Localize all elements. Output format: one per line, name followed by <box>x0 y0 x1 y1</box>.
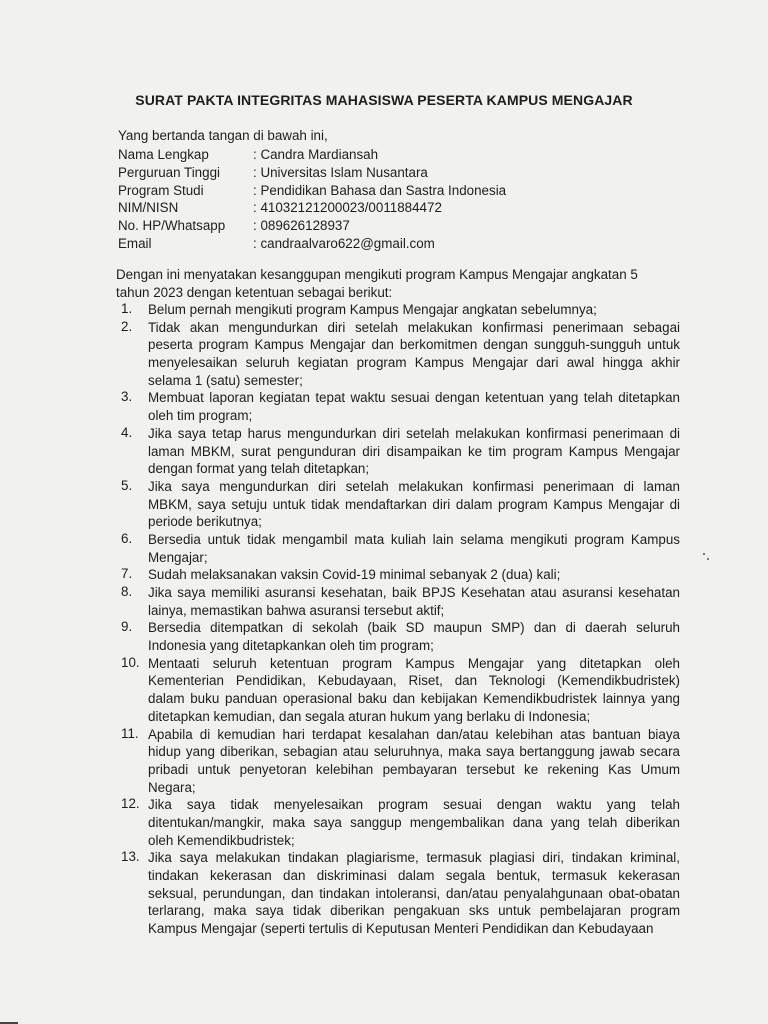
list-item <box>116 796 680 849</box>
field-label: Perguruan Tinggi <box>118 164 220 180</box>
list-item-line: selama 1 (satu) semester; <box>148 372 303 388</box>
list-item-line: dalam buku panduan operasional baku dan kebijakan Kemendikbudristek lainnya yang <box>148 691 680 707</box>
field-row <box>118 146 506 164</box>
scan-speck <box>707 558 709 560</box>
list-item-number: 5. <box>121 477 133 493</box>
list-item <box>116 655 680 726</box>
list-item-line: Jika saya tidak menyelesaikan program sesuai dengan waktu yang telah <box>148 797 680 813</box>
list-item-line: lainya, memastikan bahwa asuransi tersebut aktif; <box>148 602 445 618</box>
list-item-line: Membuat laporan kegiatan tepat waktu sesuai dengan ketentuan yang telah ditetapkan <box>148 390 680 406</box>
list-item-line: MBKM, saya setuju untuk tidak mendaftarkan diri dalam program Kampus Mengajar di <box>148 496 680 512</box>
identity-fields <box>118 146 506 253</box>
field-row <box>118 235 506 253</box>
list-item-line: Jika saya memiliki asuransi kesehatan, baik BPJS Kesehatan atau asuransi kesehatan <box>148 585 680 600</box>
list-item-number: 12. <box>121 796 140 812</box>
list-item-number: 10. <box>121 654 140 670</box>
list-item-line: seksual, perundungan, dan tindakan intoleransi, dan/atau penyalahgunaan obat-obatan <box>148 885 680 901</box>
list-item-line: Bersedia untuk tidak mengambil mata kuliah lain selama mengikuti program Kampus <box>148 531 680 547</box>
field-value: : Candra Mardiansah <box>253 147 379 162</box>
terms-list <box>116 301 680 938</box>
list-item <box>116 531 680 566</box>
list-item-line: oleh Kemendikbudristek; <box>148 832 295 848</box>
list-item-line: peserta program Kampus Mengajar dan berkomitmen dengan sungguh-sungguh untuk <box>148 337 680 353</box>
list-item-line: Mentaati seluruh ketentuan program Kampus Mengajar yang ditetapkan oleh <box>148 655 680 671</box>
list-item <box>116 389 680 424</box>
list-item-line: Belum pernah mengikuti program Kampus Mengajar angkatan sebelumnya; <box>148 302 597 317</box>
statement-line: tahun 2023 dengan ketentuan sebagai berikut: <box>116 284 393 300</box>
list-item-number: 6. <box>121 530 133 546</box>
list-item-line: oleh tim program; <box>148 408 253 424</box>
list-item <box>116 584 680 619</box>
list-item-line: Jika saya mengundurkan diri setelah melakukan konfirmasi penerimaan di laman <box>148 478 680 494</box>
list-item-number: 13. <box>121 849 140 865</box>
list-item-number: 9. <box>121 619 133 635</box>
list-item-number: 3. <box>121 389 133 405</box>
list-item-line: menyelesaikan seluruh kegiatan program Kampus Mengajar dari awal hingga akhir <box>148 355 680 371</box>
document-title: SURAT PAKTA INTEGRITAS MAHASISWA PESERTA KAMPUS MENGAJAR <box>135 92 633 108</box>
statement-paragraph <box>116 266 676 301</box>
list-item-line: Indonesia yang ditetapkankan oleh tim program; <box>148 638 434 654</box>
list-item-line: hidup yang diberikan, sebagian atau seluruhnya, maka saya bertanggung jawab secara <box>148 744 680 760</box>
field-row <box>118 199 506 217</box>
list-item-line: Kementerian Pendidikan, Kebudayaan, Riset, dan Teknologi (Kemendikbudristek) <box>148 673 680 689</box>
list-item-line: Jika saya tetap harus mengundurkan diri setelah melakukan konfirmasi penerimaan di <box>148 425 680 441</box>
list-item-line: Mengajar; <box>148 549 208 565</box>
field-label: Nama Lengkap <box>118 147 209 162</box>
list-item-line: ditetapkan kemudian, dan segala aturan hukum yang berlaku di Indonesia; <box>148 708 591 724</box>
scan-speck <box>703 553 705 555</box>
list-item <box>116 319 680 390</box>
field-row <box>118 182 506 200</box>
list-item-number: 7. <box>121 566 133 582</box>
list-item-line: Negara; <box>148 779 196 795</box>
list-item-line: terlarang, maka saya tidak diberikan pengakuan sks untuk pembelajaran program <box>148 903 680 919</box>
list-item-line: Apabila di kemudian hari terdapat kesalahan dan/atau kelebihan atas bantuan biaya <box>148 726 680 742</box>
list-item <box>116 849 680 937</box>
list-item-line: tindakan kekerasan dan diskriminasi dalam segala bentuk, termasuk kekerasan <box>148 868 680 883</box>
list-item <box>116 301 680 319</box>
field-label: Email <box>118 235 152 251</box>
list-item-line: ditentukan/mangkir, maka saya sanggup mengembalikan dana yang telah diberikan <box>148 814 680 830</box>
field-value: : candraalvaro622@gmail.com <box>253 235 435 251</box>
field-label: No. HP/Whatsapp <box>118 218 226 234</box>
field-row <box>118 217 506 235</box>
list-item <box>116 619 680 654</box>
list-item-line: Tidak akan mengundurkan diri setelah melakukan konfirmasi penerimaan sebagai <box>148 319 680 335</box>
list-item-line: dengan format yang telah ditetapkan; <box>148 461 370 477</box>
intro-text: Yang bertanda tangan di bawah ini, <box>118 128 328 143</box>
list-item <box>116 566 680 584</box>
field-value: : 089626128937 <box>253 218 350 234</box>
list-item <box>116 425 680 478</box>
list-item-line: Bersedia ditempatkan di sekolah (baik SD maupun SMP) dan di daerah seluruh <box>148 620 680 636</box>
list-item-line: periode berikutnya; <box>148 514 262 530</box>
list-item-number: 2. <box>121 318 133 334</box>
list-item <box>116 726 680 797</box>
list-item-number: 4. <box>121 424 133 440</box>
list-item <box>116 478 680 531</box>
field-row <box>118 164 506 182</box>
field-value: : Pendidikan Bahasa dan Sastra Indonesia <box>253 182 507 198</box>
list-item-line: pribadi untuk penyetoran kelebihan pembayaran tersebut ke rekening Kas Umum <box>148 761 680 777</box>
list-item-number: 8. <box>121 584 133 599</box>
field-value: : Universitas Islam Nusantara <box>253 164 428 180</box>
list-item-line: Kampus Mengajar (seperti tertulis di Keputusan Menteri Pendidikan dan Kebudayaan <box>148 921 654 937</box>
list-item-line: Sudah melaksanakan vaksin Covid-19 minimal sebanyak 2 (dua) kali; <box>148 567 561 583</box>
list-item-number: 11. <box>121 725 139 741</box>
list-item-line: laman MBKM, surat pengunduran diri disampaikan ke tim program Kampus Mengajar <box>148 443 680 459</box>
field-label: Program Studi <box>118 182 204 198</box>
list-item-line: Jika saya melakukan tindakan plagiarisme, termasuk plagiasi diri, tindakan kriminal, <box>148 850 680 866</box>
statement-line: Dengan ini menyatakan kesanggupan mengikuti program Kampus Mengajar angkatan 5 <box>116 267 638 282</box>
field-value: : 41032121200023/0011884472 <box>253 200 442 216</box>
field-label: NIM/NISN <box>118 200 179 216</box>
list-item-number: 1. <box>121 301 133 316</box>
